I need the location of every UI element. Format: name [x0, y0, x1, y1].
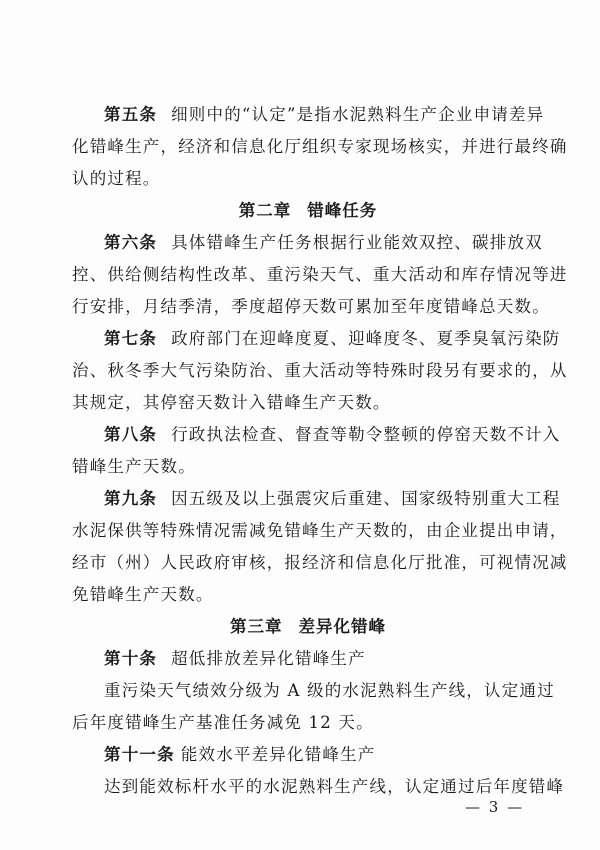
article-text: 超低排放差异化错峰生产	[171, 649, 366, 668]
article-text: 政府部门在迎峰度夏、迎峰度冬、夏季臭氧污染防	[171, 329, 561, 348]
article-text: 细则中的“认定”是指水泥熟料生产企业申请差异	[171, 105, 545, 124]
article-7-line-1	[104, 324, 561, 354]
chapter-title: 差异化错峰	[298, 617, 386, 636]
article-11-line-1	[104, 740, 532, 770]
article-label: 第十一条	[104, 745, 175, 764]
chapter-number: 第二章	[238, 201, 292, 220]
article-5-line-1	[104, 100, 545, 130]
article-text: 具体错峰生产任务根据行业能效双控、碳排放双	[171, 233, 543, 252]
article-label: 第十条	[104, 649, 158, 668]
article-9-line-4: 免错峰生产天数。	[72, 585, 214, 604]
article-9-line-1	[104, 484, 561, 514]
article-label: 第七条	[104, 329, 158, 348]
article-6-line-3: 行安排，月结季清，季度超停天数可累加至年度错峰总天数。	[72, 297, 550, 316]
article-5-line-3: 认的过程。	[72, 169, 161, 188]
article-8-line-2: 错峰生产天数。	[72, 457, 196, 476]
article-text: 能效水平差异化错峰生产	[180, 745, 376, 764]
article-10-line-3: 后年度错峰生产基准任务减免 12 天。	[72, 713, 374, 732]
article-6-line-2: 控、供给侧结构性改革、重污染天气、重大活动和库存情况等进	[72, 265, 568, 284]
chapter-number: 第三章	[230, 617, 283, 636]
article-7-line-2: 治、秋冬季大气污染防治、重大活动等特殊时段另有要求的，从	[72, 361, 568, 380]
page-number: — 3 —	[465, 798, 525, 816]
article-11-line-2: 达到能效标杆水平的水泥熟料生产线，认定通过后年度错峰	[104, 777, 565, 796]
article-label: 第五条	[104, 105, 158, 124]
chapter-heading	[8, 196, 600, 226]
article-9-line-2: 水泥保供等特殊情况需减免错峰生产天数的，由企业提出申请，	[72, 521, 568, 540]
chapter-heading	[8, 612, 600, 642]
article-5-line-2: 化错峰生产，经济和信息化厅组织专家现场核实，并进行最终确	[72, 137, 568, 156]
article-6-line-1	[104, 228, 543, 258]
article-7-line-3: 其规定，其停窑天数计入错峰生产天数。	[72, 393, 391, 412]
article-label: 第八条	[104, 425, 158, 444]
chapter-title: 错峰任务	[307, 201, 378, 220]
article-9-line-3: 经市（州）人民政府审核，报经济和信息化厅批准，可视情况减	[72, 553, 568, 572]
article-10-line-1	[104, 644, 532, 674]
article-text: 行政执法检查、督查等勒令整顿的停窑天数不计入	[171, 425, 561, 444]
article-label: 第九条	[104, 489, 158, 508]
article-text: 因五级及以上强震灾后重建、国家级特别重大工程	[171, 489, 561, 508]
article-8-line-1	[104, 420, 561, 450]
article-10-line-2: 重污染天气绩效分级为 A 级的水泥熟料生产线，认定通过	[104, 681, 555, 700]
article-label: 第六条	[104, 233, 158, 252]
